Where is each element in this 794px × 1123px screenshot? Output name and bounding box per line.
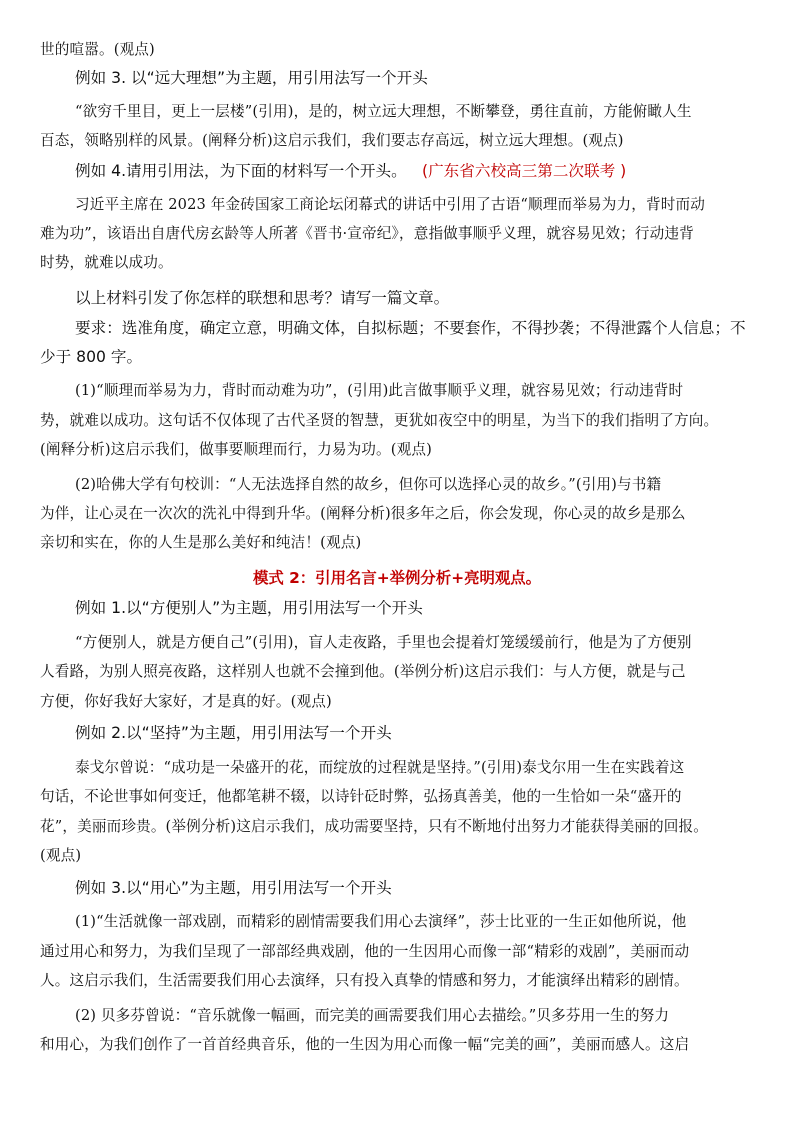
text-line: 以上材料引发了你怎样的联想和思考？请写一篇文章。 [75, 289, 450, 307]
text-line: 人看路，为别人照亮夜路，这样别人也就不会撞到他。(举例分析)这启示我们：与人方便，就是与己 [40, 663, 686, 680]
text-line: (1)“顺理而举易为力，背时而动难为功”，(引用)此言做事顺乎义理，就容易见效；行动违背时 [75, 382, 684, 399]
text-line: (阐释分析)这启示我们，做事要顺理而行，力易为功。(观点) [40, 441, 432, 458]
text-line: 人。这启示我们，生活需要我们用心去演绎，只有投入真挚的情感和努力，才能演绎出精彩的剧情。 [40, 972, 689, 989]
text-line: (2) 贝多芬曾说：“音乐就像一幅画，而完美的画需要我们用心去描绘。”贝多芬用一生的努力 [75, 1007, 670, 1024]
text-line: 习近平主席在 2023 年金砖国家工商论坛闭幕式的讲话中引用了古语“顺理而举易为力，背时而动 [75, 196, 705, 213]
text-line: 百态，领略别样的风景。(阐释分析)这启示我们，我们要志存高远，树立远大理想。(观点) [40, 132, 624, 149]
example-heading: 例如 3.以“用心”为主题，用引用法写一个开头 [75, 879, 392, 897]
text-line: 世的喧嚣。(观点) [40, 41, 155, 58]
section-heading: 模式 2：引用名言+举例分析+亮明观点。 [252, 569, 542, 587]
text-line: 难为功”，该语出自唐代房玄龄等人所著《晋书·宣帝纪》，意指做事顺乎义理，就容易见效；行动违背 [40, 225, 694, 242]
text-line: 时势，就难以成功。 [40, 254, 173, 271]
example-heading: 例如 4.请用引用法，为下面的材料写一个开头。 [75, 162, 407, 180]
source-note: (广东省六校高三第二次联考 ) [422, 162, 627, 180]
text-line: 要求：选准角度，确定立意，明确文体，自拟标题；不要套作，不得抄袭；不得泄露个人信息；不 [75, 319, 746, 337]
text-line: 为伴，让心灵在一次次的洗礼中得到升华。(阐释分析)很多年之后，你会发现，你心灵的故乡是那么 [40, 505, 686, 522]
text-line: 句话，不论世事如何变迁，他都笔耕不辍，以诗针砭时弊，弘扬真善美，他的一生恰如一朵“盛开的 [40, 788, 682, 805]
text-line: 泰戈尔曾说：“成功是一朵盛开的花，而绽放的过程就是坚持。”(引用)泰戈尔用一生在实践着这 [75, 759, 685, 776]
text-line: (1)“生活就像一部戏剧，而精彩的剧情需要我们用心去演绎”，莎士比亚的一生正如他所说，他 [75, 913, 687, 930]
text-line: 花”，美丽而珍贵。(举例分析)这启示我们，成功需要坚持，只有不断地付出努力才能获得美丽的回报。 [40, 818, 709, 835]
example-heading: 例如 2.以“坚持”为主题，用引用法写一个开头 [75, 724, 392, 742]
text-line: 通过用心和努力，为我们呈现了一部部经典戏剧，他的一生因用心而像一部“精彩的戏剧”，美丽而动 [40, 943, 690, 960]
text-line: 和用心，为我们创作了一首首经典音乐，他的一生因为用心而像一幅“完美的画”，美丽而感人。这启 [40, 1036, 690, 1053]
example-heading: 例如 3. 以“远大理想”为主题，用引用法写一个开头 [75, 69, 428, 87]
text-line: 势，就难以成功。这句话不仅体现了古代圣贤的智慧，更犹如夜空中的明星，为当下的我们指明了方向。 [40, 412, 719, 429]
text-line: “方便别人，就是方便自己”(引用)，盲人走夜路，手里也会提着灯笼缓缓前行，他是为了方便别 [75, 634, 692, 651]
example-heading: 例如 1.以“方便别人”为主题，用引用法写一个开头 [75, 599, 423, 617]
text-line: “欲穷千里目，更上一层楼”(引用)，是的，树立远大理想，不断攀登，勇往直前，方能俯瞰人生 [75, 103, 692, 120]
text-line: (2)哈佛大学有句校训：“人无法选择自然的故乡，但你可以选择心灵的故乡。”(引用)与书籍 [75, 476, 662, 493]
text-line: 亲切和实在，你的人生是那么美好和纯洁！(观点) [40, 534, 362, 551]
text-line: (观点) [40, 847, 82, 864]
text-line: 少于 800 字。 [40, 348, 143, 366]
text-line: 方便，你好我好大家好，才是真的好。(观点) [40, 693, 332, 710]
